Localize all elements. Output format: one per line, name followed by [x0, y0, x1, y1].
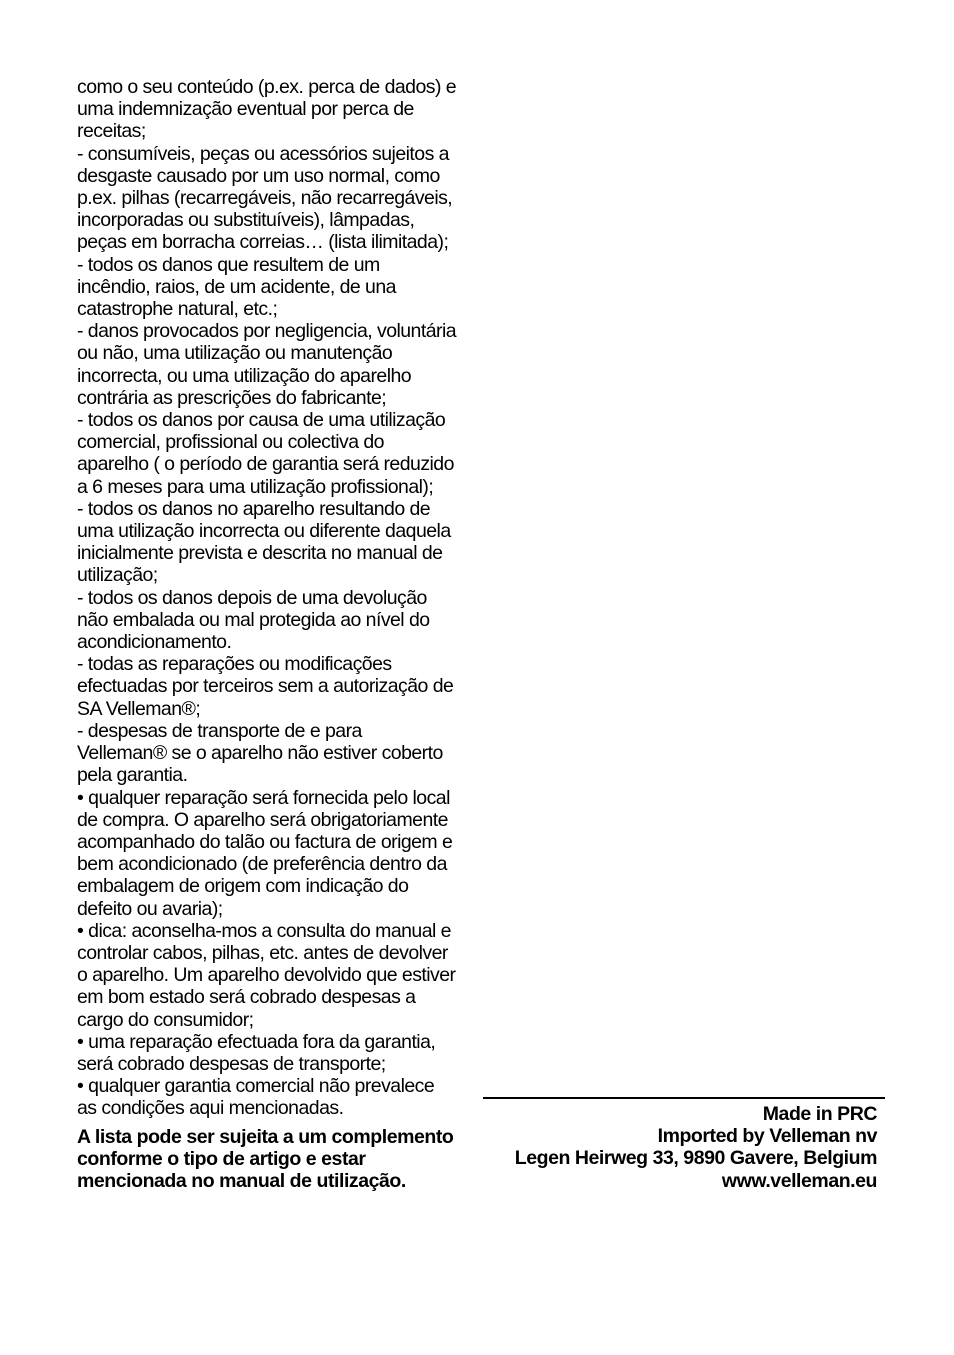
note-text-line: conforme o tipo de artigo e estar: [77, 1147, 366, 1170]
footer-divider: [483, 1097, 885, 1099]
warranty-body-text: [77, 76, 477, 1120]
body-text-line: - todos os danos no aparelho resultando de: [77, 497, 431, 520]
note-text-line: mencionada no manual de utilização.: [77, 1169, 406, 1192]
body-text-line: inicialmente prevista e descrita no manual de: [77, 542, 443, 565]
body-text-line: contrária as prescrições do fabricante;: [77, 386, 387, 409]
importer-label: Imported by Velleman nv: [657, 1125, 877, 1148]
body-text-line: - todos os danos por causa de uma utilização: [77, 409, 446, 432]
body-text-line: pela garantia.: [77, 764, 188, 787]
body-text-line: aparelho ( o período de garantia será reduzido: [77, 453, 454, 476]
body-text-line: incorporadas ou substituíveis), lâmpadas,: [77, 209, 415, 232]
note-text-line: A lista pode ser sujeita a um complemento: [77, 1125, 454, 1148]
body-text-line: como o seu conteúdo (p.ex. perca de dados) e: [77, 76, 457, 98]
body-text-line: • qualquer reparação será fornecida pelo local: [77, 786, 450, 809]
body-text-line: p.ex. pilhas (recarregáveis, não recarregáveis,: [77, 187, 453, 210]
manufacturer-imprint: [515, 1103, 877, 1192]
body-text-line: comercial, profissional ou colectiva do: [77, 431, 384, 454]
body-text-line: - consumíveis, peças ou acessórios sujeitos a: [77, 142, 449, 165]
body-text-line: - todos os danos depois de uma devolução: [77, 586, 427, 609]
body-text-line: efectuadas por terceiros sem a autorização de: [77, 675, 454, 698]
body-text-line: incorrecta, ou uma utilização do aparelho: [77, 364, 412, 387]
body-text-line: - despesas de transporte de e para: [77, 719, 362, 742]
body-text-line: bem acondicionado (de preferência dentro da: [77, 853, 447, 876]
body-text-line: a 6 meses para uma utilização profissional);: [77, 475, 434, 498]
body-text-line: SA Velleman®;: [77, 697, 201, 720]
body-text-line: as condições aqui mencionadas.: [77, 1097, 344, 1120]
made-in-label: Made in PRC: [762, 1103, 877, 1125]
body-text-line: - danos provocados por negligencia, voluntária: [77, 320, 457, 343]
body-text-line: uma indemnização eventual por perca de: [77, 98, 414, 121]
body-text-line: em bom estado será cobrado despesas a: [77, 986, 416, 1009]
body-text-line: • qualquer garantia comercial não prevalece: [77, 1075, 435, 1098]
body-text-line: - todos os danos que resultem de um: [77, 253, 380, 276]
body-text-line: utilização;: [77, 564, 158, 587]
website-link[interactable]: www.velleman.eu: [721, 1169, 877, 1192]
body-text-line: controlar cabos, pilhas, etc. antes de devolver: [77, 941, 448, 964]
body-text-line: receitas;: [77, 120, 146, 143]
warranty-exclusions-column: [77, 76, 477, 1192]
body-text-line: o aparelho. Um aparelho devolvido que estiver: [77, 964, 456, 987]
body-text-line: • uma reparação efectuada fora da garantia,: [77, 1030, 436, 1053]
warranty-note: [77, 1126, 477, 1193]
body-text-line: uma utilização incorrecta ou diferente daquela: [77, 520, 451, 543]
body-text-line: de compra. O aparelho será obrigatoriamente: [77, 808, 448, 831]
body-text-line: será cobrado despesas de transporte;: [77, 1052, 386, 1075]
importer-address: Legen Heirweg 33, 9890 Gavere, Belgium: [514, 1147, 877, 1170]
body-text-line: incêndio, raios, de um acidente, de una: [77, 275, 396, 298]
body-text-line: defeito ou avaria);: [77, 897, 223, 920]
body-text-line: Velleman® se o aparelho não estiver coberto: [77, 742, 443, 765]
body-text-line: acompanhado do talão ou factura de origem e: [77, 830, 453, 853]
body-text-line: embalagem de origem com indicação do: [77, 875, 409, 898]
body-text-line: peças em borracha correias… (lista ilimitada);: [77, 231, 449, 254]
body-text-line: desgaste causado por um uso normal, como: [77, 164, 440, 187]
body-text-line: cargo do consumidor;: [77, 1008, 254, 1031]
body-text-line: • dica: aconselha-mos a consulta do manual e: [77, 919, 451, 942]
body-text-line: não embalada ou mal protegida ao nível do: [77, 608, 430, 631]
body-text-line: ou não, uma utilização ou manutenção: [77, 342, 393, 365]
body-text-line: catastrophe natural, etc.;: [77, 298, 278, 321]
body-text-line: - todas as reparações ou modificações: [77, 653, 392, 676]
body-text-line: acondicionamento.: [77, 631, 232, 654]
